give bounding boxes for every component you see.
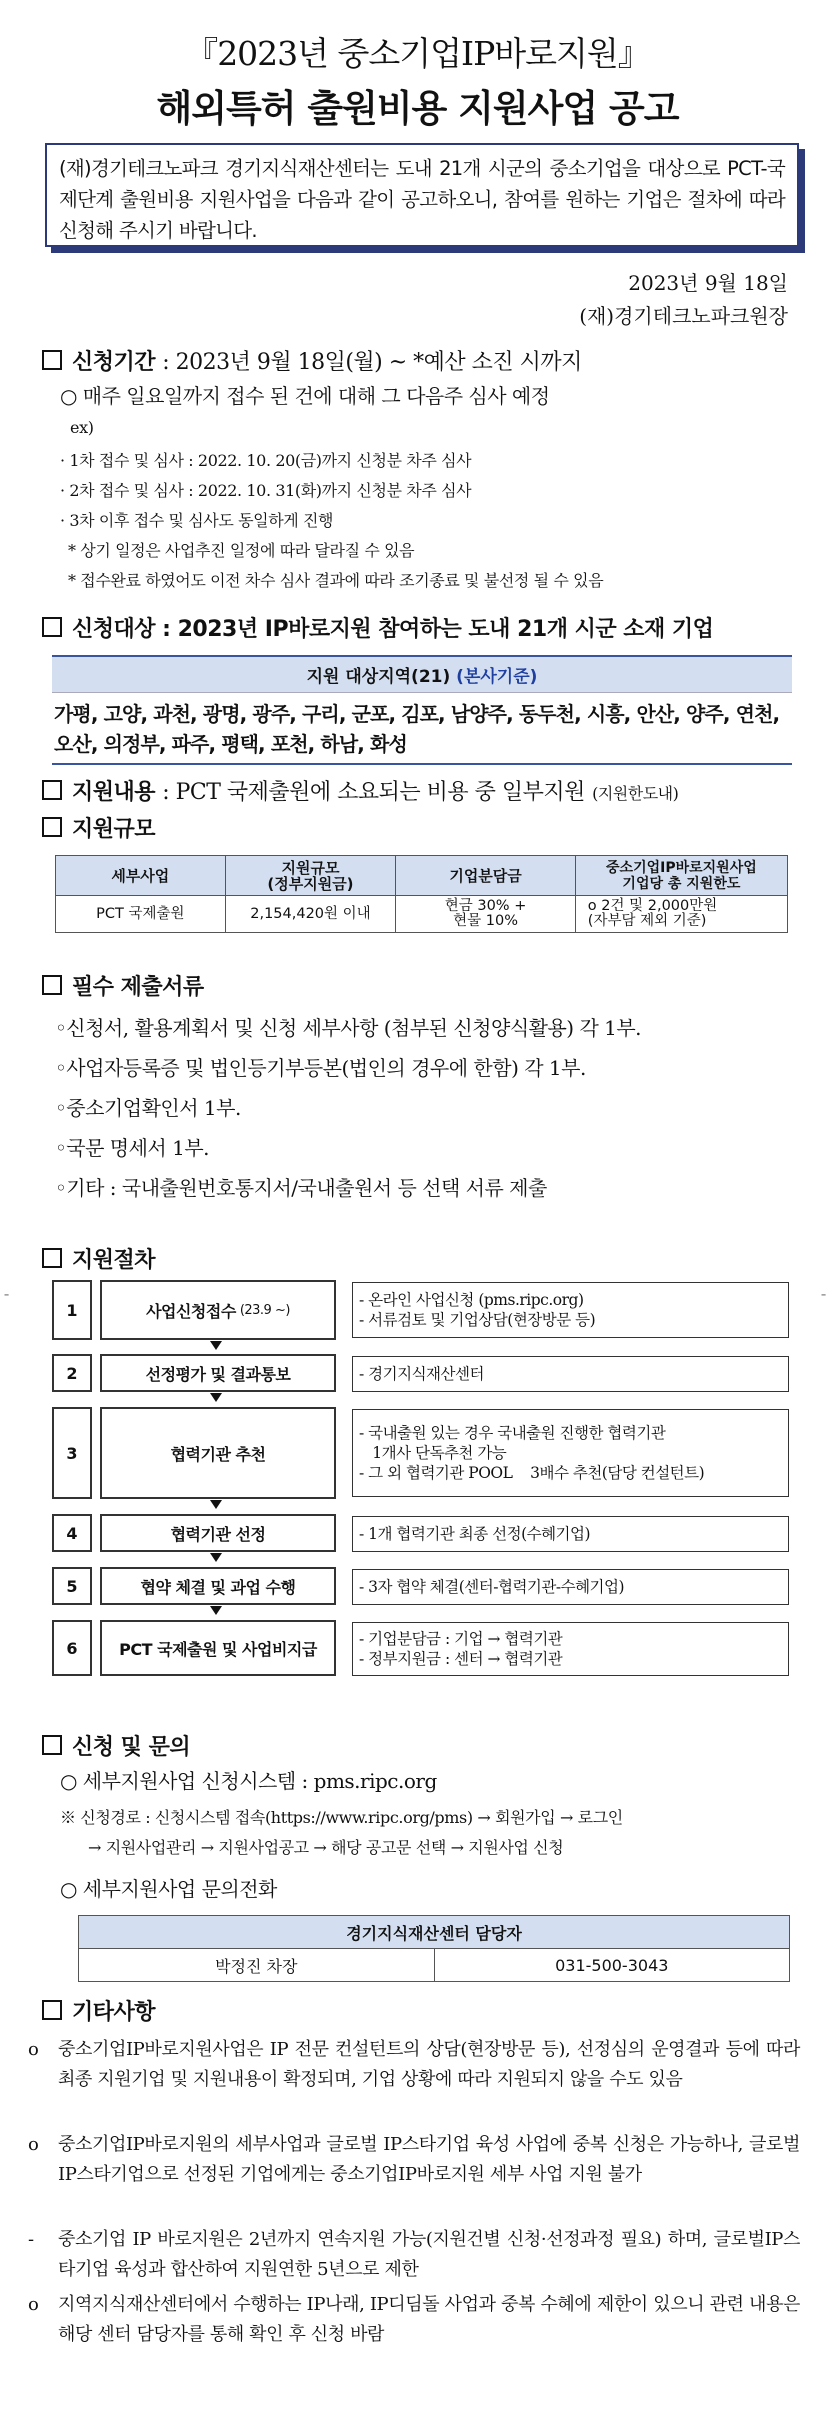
inquiry-system: ○ 세부지원사업 신청시스템 : pms.ripc.org: [60, 1769, 437, 1793]
step-desc: - 3자 협약 체결(센터-협력기관-수혜기업): [352, 1569, 789, 1605]
step-title: 협력기관 추천: [100, 1407, 336, 1499]
inquiry-phone-label: ○ 세부지원사업 문의전화: [60, 1877, 277, 1901]
step-number: 6: [52, 1620, 92, 1676]
arrow-down-icon: [210, 1500, 222, 1509]
contact-phone: 031-500-3043: [434, 1949, 790, 1982]
step-desc: - 기업분담금 : 기업 → 협력기관 - 정부지원금 : 센터 → 협력기관: [352, 1622, 789, 1676]
content-value: : PCT 국제출원에 소요되는 비용 중 일부지원: [162, 780, 585, 805]
doc-item: ◦국문 명세서 1부.: [55, 1136, 210, 1160]
region-header-basis: (본사기준): [456, 667, 538, 687]
scale-header-cell: 기업분담금: [396, 856, 575, 896]
doc-item: ◦신청서, 활용계획서 및 신청 세부사항 (첨부된 신청양식활용) 각 1부.: [55, 1016, 642, 1040]
intro-text: (재)경기테크노파크 경기지식재산센터는 도내 21개 시군의 중소기업을 대상으로 PCT-국제단계 출원비용 지원사업을 다음과 같이 공고하오니, 참여를 원하는 기업은 절차에 따라 신청해 주시기 바랍니다.: [59, 157, 785, 242]
scale-header-cell: 중소기업IP바로지원사업 기업당 총 지원한도: [575, 856, 787, 896]
arrow-down-icon: [210, 1606, 222, 1615]
step-number: 2: [52, 1354, 92, 1392]
region-header: 지원 대상지역(21) (본사기준): [52, 655, 792, 693]
content-heading: 지원내용 : PCT 국제출원에 소요되는 비용 중 일부지원 (지원한도내): [42, 775, 678, 806]
period-item: · 2차 접수 및 심사 : 2022. 10. 31(화)까지 신청분 차주 심사: [60, 481, 472, 500]
doc-item: ◦사업자등록증 및 법인등기부등본(법인의 경우에 한함) 각 1부.: [55, 1056, 586, 1080]
step-number: 1: [52, 1280, 92, 1340]
doc-item: ◦중소기업확인서 1부.: [55, 1096, 241, 1120]
docs-heading: 필수 제출서류: [42, 970, 204, 1001]
scale-cell: 2,154,420원 이내: [225, 896, 396, 933]
scale-cell: o 2건 및 2,000만원 (자부담 제외 기준): [575, 896, 787, 933]
step-title: 사업신청접수 (23.9 ~): [100, 1280, 336, 1340]
inquiry-route: ※ 신청경로 : 신청시스템 접속(https://www.ripc.org/pms) → 회원가입 → 로그인: [60, 1808, 623, 1827]
contact-header-row: [79, 1916, 790, 1949]
checkbox-square-icon: [42, 817, 62, 837]
step-number: 5: [52, 1567, 92, 1605]
contact-row: [79, 1949, 790, 1982]
checkbox-square-icon: [42, 350, 62, 370]
period-note: ○ 매주 일요일까지 접수 된 건에 대해 그 다음주 심사 예정: [60, 384, 550, 408]
scale-cell: PCT 국제출원: [56, 896, 226, 933]
etc-item: o 중소기업IP바로지원의 세부사업과 글로벌 IP스타기업 육성 사업에 중복 신청은 가능하나, 글로벌 IP스타기업으로 선정된 기업에게는 중소기업IP바로지원 세부 사업 지원 불가: [28, 2134, 800, 2185]
checkbox-square-icon: [42, 1735, 62, 1755]
target-heading: 신청대상 : 2023년 IP바로지원 참여하는 도내 21개 시군 소재 기업: [42, 612, 713, 643]
step-title: 협력기관 선정: [100, 1514, 336, 1552]
step-desc: - 경기지식재산센터: [352, 1356, 789, 1392]
step-title: 선정평가 및 결과통보: [100, 1354, 336, 1392]
process-heading: 지원절차: [42, 1243, 155, 1274]
etc-item: o 지역지식재산센터에서 수행하는 IP나래, IP디딤돌 사업과 중복 수혜에 제한이 있으니 관련 내용은 해당 센터 담당자를 통해 확인 후 신청 바람: [28, 2294, 800, 2345]
inquiry-heading: 신청 및 문의: [42, 1730, 190, 1761]
scale-cell: 현금 30% + 현물 10%: [396, 896, 575, 933]
checkbox-square-icon: [42, 975, 62, 995]
intro-box: [45, 143, 799, 247]
step-title: PCT 국제출원 및 사업비지급: [100, 1620, 336, 1676]
scale-header-cell: 세부사업: [56, 856, 226, 896]
notice-org: (재)경기테크노파크원장: [579, 304, 788, 328]
checkbox-square-icon: [42, 2000, 62, 2020]
scale-header-row: [56, 856, 788, 896]
period-value: : 2023년 9월 18일(월) ~ *예산 소진 시까지: [162, 350, 582, 375]
period-item: · 1차 접수 및 심사 : 2022. 10. 20(금)까지 신청분 차주 심사: [60, 451, 472, 470]
contact-header: 경기지식재산센터 담당자: [79, 1916, 790, 1949]
period-heading: 신청기간 : 2023년 9월 18일(월) ~ *예산 소진 시까지: [42, 345, 582, 376]
side-mark: ⁃: [3, 1288, 10, 1304]
notice-title: 『2023년 중소기업IP바로지원』: [185, 34, 650, 73]
side-mark: ⁃: [820, 1288, 827, 1304]
period-item: · 3차 이후 접수 및 심사도 동일하게 진행: [60, 511, 334, 530]
inquiry-route-cont: → 지원사업관리 → 지원사업공고 → 해당 공고문 선택 → 지원사업 신청: [88, 1838, 564, 1857]
process-flow: [52, 1280, 797, 1735]
arrow-down-icon: [210, 1393, 222, 1402]
step-number: 4: [52, 1514, 92, 1552]
checkbox-square-icon: [42, 617, 62, 637]
step-desc: - 국내출원 있는 경우 국내출원 진행한 협력기관 1개사 단독추천 가능 - 그 외 협력기관 POOL 3배수 추천(담당 컨설턴트): [352, 1409, 789, 1497]
region-list: 가평, 고양, 과천, 광명, 광주, 구리, 군포, 김포, 남양주, 동두천, 시흥, 안산, 양주, 연천, 오산, 의정부, 파주, 평택, 포천, 하남, 화성: [52, 693, 792, 765]
contact-person: 박정진 차장: [79, 1949, 435, 1982]
period-ex: ex): [70, 418, 94, 437]
etc-heading: 기타사항: [42, 1995, 155, 2026]
region-table: [52, 655, 792, 765]
scale-table: [55, 855, 788, 933]
step-desc: - 1개 협력기관 최종 선정(수혜기업): [352, 1516, 789, 1552]
checkbox-square-icon: [42, 780, 62, 800]
period-star-note: * 상기 일정은 사업추진 일정에 따라 달라질 수 있음: [68, 541, 415, 560]
scale-header-cell: 지원규모 (정부지원금): [225, 856, 396, 896]
content-small: (지원한도내): [592, 784, 679, 803]
scale-heading: 지원규모: [42, 812, 155, 843]
etc-item: - 중소기업 IP 바로지원은 2년까지 연속지원 가능(지원건별 신청·선정과정 필요) 하며, 글로벌IP스타기업 육성과 합산하여 지원연한 5년으로 제한: [28, 2229, 800, 2280]
checkbox-square-icon: [42, 1248, 62, 1268]
step-number: 3: [52, 1407, 92, 1499]
notice-subtitle: 해외특허 출원비용 지원사업 공고: [156, 87, 679, 130]
notice-date: 2023년 9월 18일: [628, 271, 788, 295]
period-star-note: * 접수완료 하였어도 이전 차수 심사 결과에 따라 조기종료 및 불선정 될 수 있음: [68, 571, 604, 590]
doc-item: ◦기타 : 국내출원번호통지서/국내출원서 등 선택 서류 제출: [55, 1176, 547, 1200]
contact-table: [78, 1915, 790, 1982]
scale-row: [56, 896, 788, 933]
etc-item: o 중소기업IP바로지원사업은 IP 전문 컨설턴트의 상담(현장방문 등), 선정심의 운영결과 등에 따라 최종 지원기업 및 지원내용이 확정되며, 기업 상황에 따라 지원되지 않을 수도 있음: [28, 2039, 800, 2090]
arrow-down-icon: [210, 1341, 222, 1350]
arrow-down-icon: [210, 1553, 222, 1562]
step-desc: - 온라인 사업신청 (pms.ripc.org) - 서류검토 및 기업상담(현장방문 등): [352, 1282, 789, 1338]
step-title: 협약 체결 및 과업 수행: [100, 1567, 336, 1605]
